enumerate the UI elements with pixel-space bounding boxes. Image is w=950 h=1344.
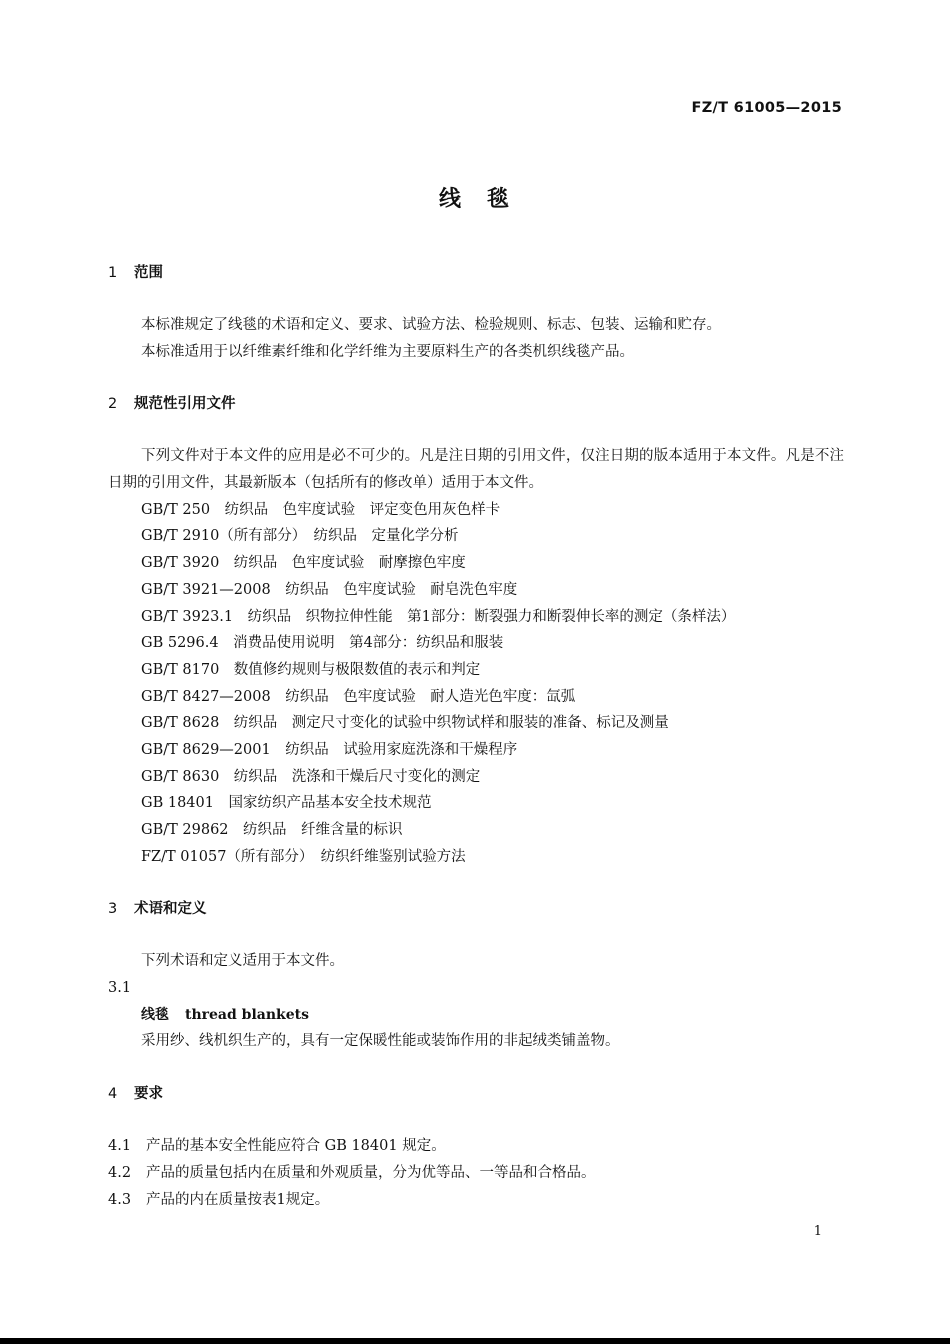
standard-code: FZ/T 61005—2015 [691, 100, 842, 116]
clause-text: 产品的内在质量按表1规定。 [146, 1191, 330, 1208]
paragraph: 下列文件对于本文件的应用是必不可少的。凡是注日期的引用文件，仅注日期的版本适用于本文件。凡是不注日期的引用文件，其最新版本（包括所有的修改单）适用于本文件。 [108, 448, 844, 492]
clause-number: 4.2 [108, 1164, 132, 1181]
section-number: 3 [108, 901, 118, 918]
reference-list [108, 497, 844, 871]
clause-number: 4.3 [108, 1191, 132, 1208]
reference-item: GB/T 8630 纺织品 洗涤和干燥后尺寸变化的测定 [141, 768, 481, 785]
section-number: 1 [108, 265, 118, 281]
clause-number: 4.1 [108, 1138, 132, 1155]
reference-item: GB 5296.4 消费品使用说明 第4部分：纺织品和服装 [141, 635, 504, 652]
reference-item: GB/T 3920 纺织品 色牢度试验 耐摩擦色牢度 [141, 555, 466, 572]
section-number: 2 [108, 396, 118, 413]
section-1-heading [108, 260, 844, 286]
clause [108, 1187, 844, 1214]
reference-item: GB/T 250 纺织品 色牢度试验 评定变色用灰色样卡 [141, 501, 501, 518]
reference-item: GB/T 3921—2008 纺织品 色牢度试验 耐皂洗色牢度 [141, 581, 518, 598]
section-4-heading [108, 1081, 844, 1107]
reference-item: GB 18401 国家纺织产品基本安全技术规范 [141, 795, 432, 812]
section-title: 范围 [134, 265, 163, 281]
term-number: 3.1 [108, 980, 132, 997]
section-title: 规范性引用文件 [134, 396, 236, 413]
paragraph: 本标准规定了线毯的术语和定义、要求、试验方法、检验规则、标志、包装、运输和贮存。 [141, 317, 721, 333]
document-title: 线 毯 [438, 187, 511, 212]
term-entry [108, 1002, 844, 1029]
clause [108, 1160, 844, 1187]
reference-item: GB/T 8629—2001 纺织品 试验用家庭洗涤和干燥程序 [141, 741, 518, 758]
section-number: 4 [108, 1086, 118, 1103]
reference-item: FZ/T 01057（所有部分） 纺织纤维鉴别试验方法 [141, 848, 466, 865]
term-english: thread blankets [185, 1006, 309, 1023]
section-title: 术语和定义 [134, 901, 207, 918]
reference-item: GB/T 3923.1 纺织品 织物拉伸性能 第1部分：断裂强力和断裂伸长率的测定（条样法） [141, 608, 736, 625]
reference-item: GB/T 8427—2008 纺织品 色牢度试验 耐人造光色牢度：氙弧 [141, 688, 576, 705]
document-body [108, 260, 844, 1213]
section-3-heading [108, 896, 844, 922]
bottom-border [0, 1338, 950, 1344]
clause-text: 产品的质量包括内在质量和外观质量，分为优等品、一等品和合格品。 [146, 1164, 596, 1181]
page-number: 1 [813, 1224, 822, 1239]
section-title: 要求 [134, 1086, 163, 1103]
reference-item: GB/T 29862 纺织品 纤维含量的标识 [141, 822, 403, 839]
term-chinese: 线毯 [141, 1006, 169, 1023]
section-2-heading [108, 391, 844, 417]
paragraph: 本标准适用于以纤维素纤维和化学纤维为主要原料生产的各类机织线毯产品。 [141, 343, 634, 360]
clause-text: 产品的基本安全性能应符合 GB 18401 规定。 [146, 1138, 446, 1155]
term-definition: 采用纱、线机织生产的，具有一定保暖性能或装饰作用的非起绒类铺盖物。 [141, 1033, 620, 1050]
reference-item: GB/T 8628 纺织品 测定尺寸变化的试验中织物试样和服装的准备、标记及测量 [141, 715, 669, 732]
paragraph: 下列术语和定义适用于本文件。 [141, 953, 344, 970]
clause [108, 1133, 844, 1160]
reference-item: GB/T 2910（所有部分） 纺织品 定量化学分析 [141, 528, 459, 545]
reference-item: GB/T 8170 数值修约规则与极限数值的表示和判定 [141, 661, 481, 678]
